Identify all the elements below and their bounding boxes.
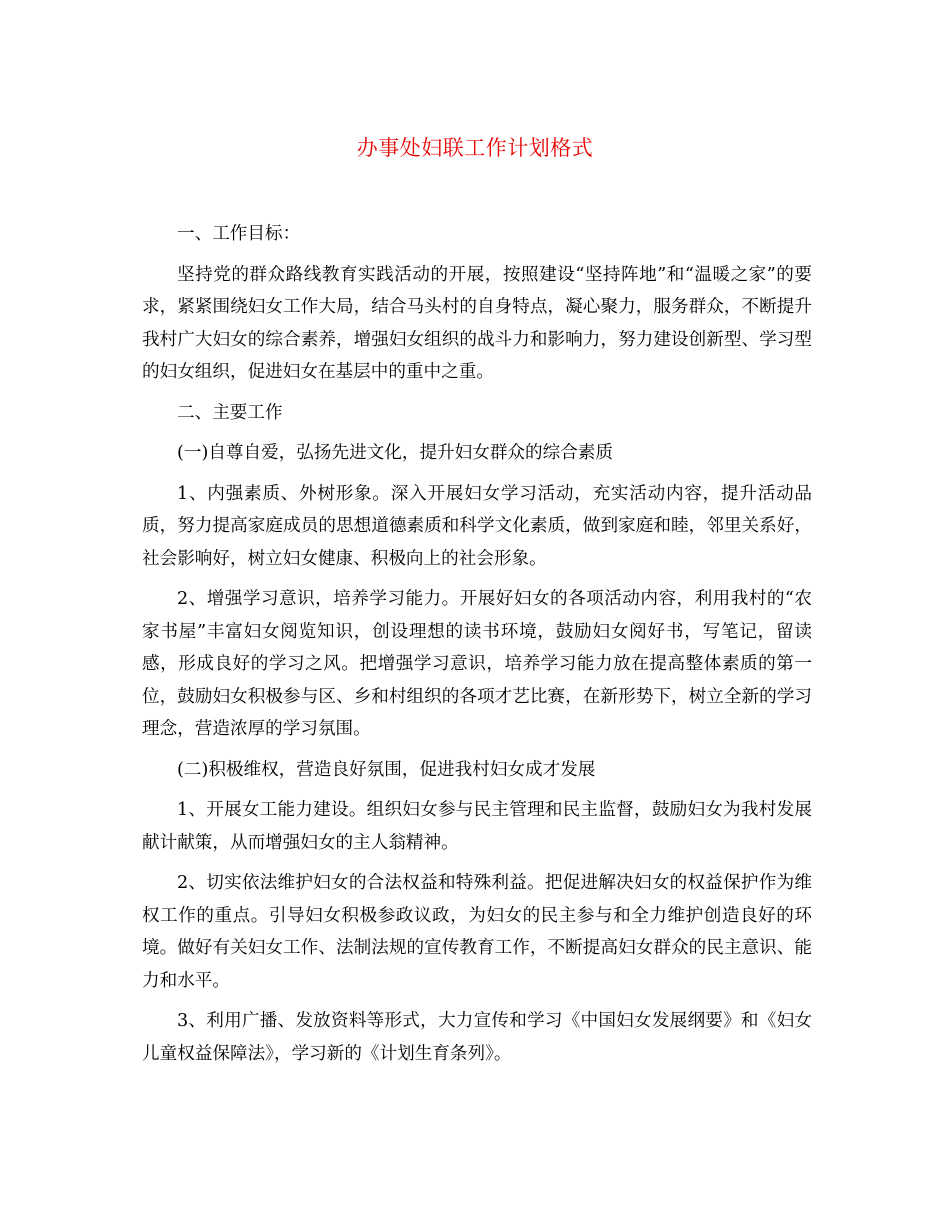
subsection-heading-2: (二)积极维权，营造良好氛围，促进我村妇女成才发展 <box>177 759 596 780</box>
subsection-heading-1: (一)自尊自爱，弘扬先进文化，提升妇女群众的综合素质 <box>177 443 613 463</box>
document-body <box>142 218 812 1078</box>
paragraph-goals: 坚持党的群众路线教育实践活动的开展，按照建设“坚持阵地”和“温暖之家”的要求，紧紧围绕妇女工作大局，结合马头村的自身特点，凝心聚力，服务群众，不断提升我村广大妇女的综合素养，增强妇女组织的战斗力和影响力，努力建设创新型、学习型的妇女组织，促进妇女在基层中的重中之重。 <box>142 264 812 382</box>
paragraph-2-1: 1、开展女工能力建设。组织妇女参与民主管理和民主监督，鼓励妇女为我村发展献计献策，从而增强妇女的主人翁精神。 <box>142 800 812 853</box>
paragraph-2-2: 2、切实依法维护妇女的合法权益和特殊利益。把促进解决妇女的权益保护作为维权工作的重点。引导妇女积极参政议政，为妇女的民主参与和全力维护创造良好的环境。做好有关妇女工作、法制法规的宣传教育工作，不断提高妇女群众的民主意识、能力和水平。 <box>142 873 812 991</box>
section-heading-goals: 一、工作目标： <box>177 224 301 244</box>
paragraph-1-1: 1、内强素质、外树形象。深入开展妇女学习活动，充实活动内容，提升活动品质，努力提高家庭成员的思想道德素质和科学文化素质，做到家庭和睦，邻里关系好，社会影响好，树立妇女健康、积极向上的社会形象。 <box>142 483 812 569</box>
document-title: 办事处妇联工作计划格式 <box>356 136 594 160</box>
paragraph-1-2: 2、增强学习意识，培养学习能力。开展好妇女的各项活动内容，利用我村的“农家书屋”丰富妇女阅览知识，创设理想的读书环境，鼓励妇女阅好书，写笔记，留读感，形成良好的学习之风。把增强学习意识，培养学习能力放在提高整体素质的第一位，鼓励妇女积极参与区、乡和村组织的各项才艺比赛，在新形势下，树立全新的学习理念，营造浓厚的学习氛围。 <box>142 589 812 739</box>
section-heading-main-work: 二、主要工作 <box>177 402 283 423</box>
paragraph-2-3: 3、利用广播、发放资料等形式，大力宣传和学习《中国妇女发展纲要》和《妇女儿童权益保障法》，学习新的《计划生育条列》。 <box>142 1011 812 1064</box>
